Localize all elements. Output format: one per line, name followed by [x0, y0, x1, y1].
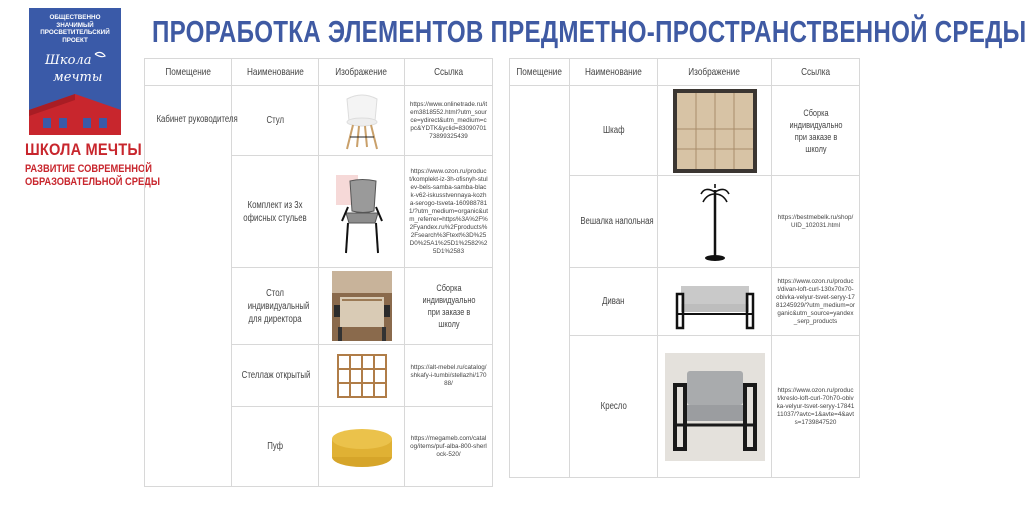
header-image: Изображение: [658, 59, 772, 86]
school-subtitle-line1: РАЗВИТИЕ СОВРЕМЕННОЙ: [25, 163, 152, 175]
item-image-coat-rack: [658, 176, 772, 268]
office-chair-image: [332, 167, 392, 257]
header-image: Изображение: [319, 59, 405, 86]
page-title: ПРОРАБОТКА ЭЛЕМЕНТОВ ПРЕДМЕТНО-ПРОСТРАНСТВЕННОЙ СРЕДЫ: [152, 14, 1026, 49]
item-name: Шкаф: [570, 86, 658, 176]
table-row: [145, 86, 493, 156]
wardrobe-image: [673, 89, 757, 173]
item-note: Сборка индивидуально при заказе в школу: [772, 86, 860, 176]
item-image-sofa: [658, 268, 772, 336]
armchair-image: [665, 353, 765, 461]
shelf-image: [337, 354, 387, 398]
table-header-row: [510, 59, 860, 86]
item-note: Сборка индивидуально при заказе в школу: [405, 268, 493, 345]
desk-photo-image: [332, 271, 392, 341]
brand-logo: [29, 8, 121, 135]
item-image-armchair: [658, 336, 772, 478]
logo-script-line2: мечты: [53, 70, 103, 85]
header-name: Наименование: [570, 59, 658, 86]
right-furniture-table: [509, 58, 860, 478]
house-graphic: [29, 90, 121, 135]
room-cell: Кабинет руководителя: [145, 86, 232, 487]
item-name: Стеллаж открытый: [232, 345, 319, 407]
item-name: Вешалка напольная: [570, 176, 658, 268]
logo-top-text: ОБЩЕСТВЕННО ЗНАЧИМЫЙ ПРОСВЕТИТЕЛЬСКИЙ ПРОЕКТ: [40, 14, 110, 44]
item-image-desk: [319, 268, 405, 345]
white-chair-image: [337, 91, 387, 151]
item-image-shelf: [319, 345, 405, 407]
room-cell-empty: [510, 86, 570, 478]
sofa-image: [673, 274, 757, 330]
header-name: Наименование: [232, 59, 319, 86]
item-link[interactable]: https://www.ozon.ru/product/divan-loft-curl-130x70x70-obivka-velyur-tsvet-seryy-1781245929/?utm_medium=organic&utm_source=yandex_serp_products: [772, 268, 860, 336]
header-room: Помещение: [510, 59, 570, 86]
item-name: Кресло: [570, 336, 658, 478]
logo-script-text: [39, 48, 111, 88]
item-link[interactable]: https://www.onlinetrade.ru/item3818552.html?utm_source=ydirect&utm_medium=cpc&YDTK&yclid=8309070173899325439: [405, 86, 493, 156]
item-link[interactable]: https://www.ozon.ru/product/kreslo-loft-curl-70h70-obivka-velyur-tsvet-seryy-1784111037/?avtc=1&avte=4&avts=1739847520: [772, 336, 860, 478]
school-subtitle-line2: ОБРАЗОВАТЕЛЬНОЙ СРЕДЫ: [25, 176, 160, 188]
item-name: Стол индивидуальный для директора: [232, 268, 319, 345]
item-image-pouf: [319, 407, 405, 487]
pouf-image: [330, 425, 394, 469]
left-furniture-table: [144, 58, 493, 487]
header-link: Ссылка: [405, 59, 493, 86]
table-header-row: [145, 59, 493, 86]
table-row: [510, 86, 860, 176]
item-link[interactable]: https://megameb.com/catalog/items/puf-alba-800-sherlock-520/: [405, 407, 493, 487]
school-subtitle: [25, 163, 160, 189]
header-link: Ссылка: [772, 59, 860, 86]
header-room: Помещение: [145, 59, 232, 86]
item-image-wardrobe: [658, 86, 772, 176]
logo-script-line1: Школа: [45, 53, 92, 68]
item-name: Диван: [570, 268, 658, 336]
item-name: Стул: [232, 86, 319, 156]
item-link[interactable]: https://alt-mebel.ru/catalog/shkafy-i-tumbi/stellazhi/17088/: [405, 345, 493, 407]
item-link[interactable]: https://bestmebelk.ru/shop/UID_102031.html: [772, 176, 860, 268]
item-name: Комплект из 3х офисных стульев: [232, 156, 319, 268]
coat-rack-image: [695, 180, 735, 264]
item-image-office-chair: [319, 156, 405, 268]
school-name: ШКОЛА МЕЧТЫ: [25, 140, 142, 159]
item-name: Пуф: [232, 407, 319, 487]
item-link[interactable]: https://www.ozon.ru/product/komplekt-iz-3h-ofisnyh-stulev-bels-samba-samba-black-v62-iskusstvennaya-kozha-serogo-tsveta-1609887811/?utm_medium=organic&utm_referrer=https%3A%2F%2Fyandex.ru%2Fproducts%2Fsearch%3Ftext%3D%25D0%25A1%25D1%2582%25D1%2583: [405, 156, 493, 268]
item-image-white-chair: [319, 86, 405, 156]
